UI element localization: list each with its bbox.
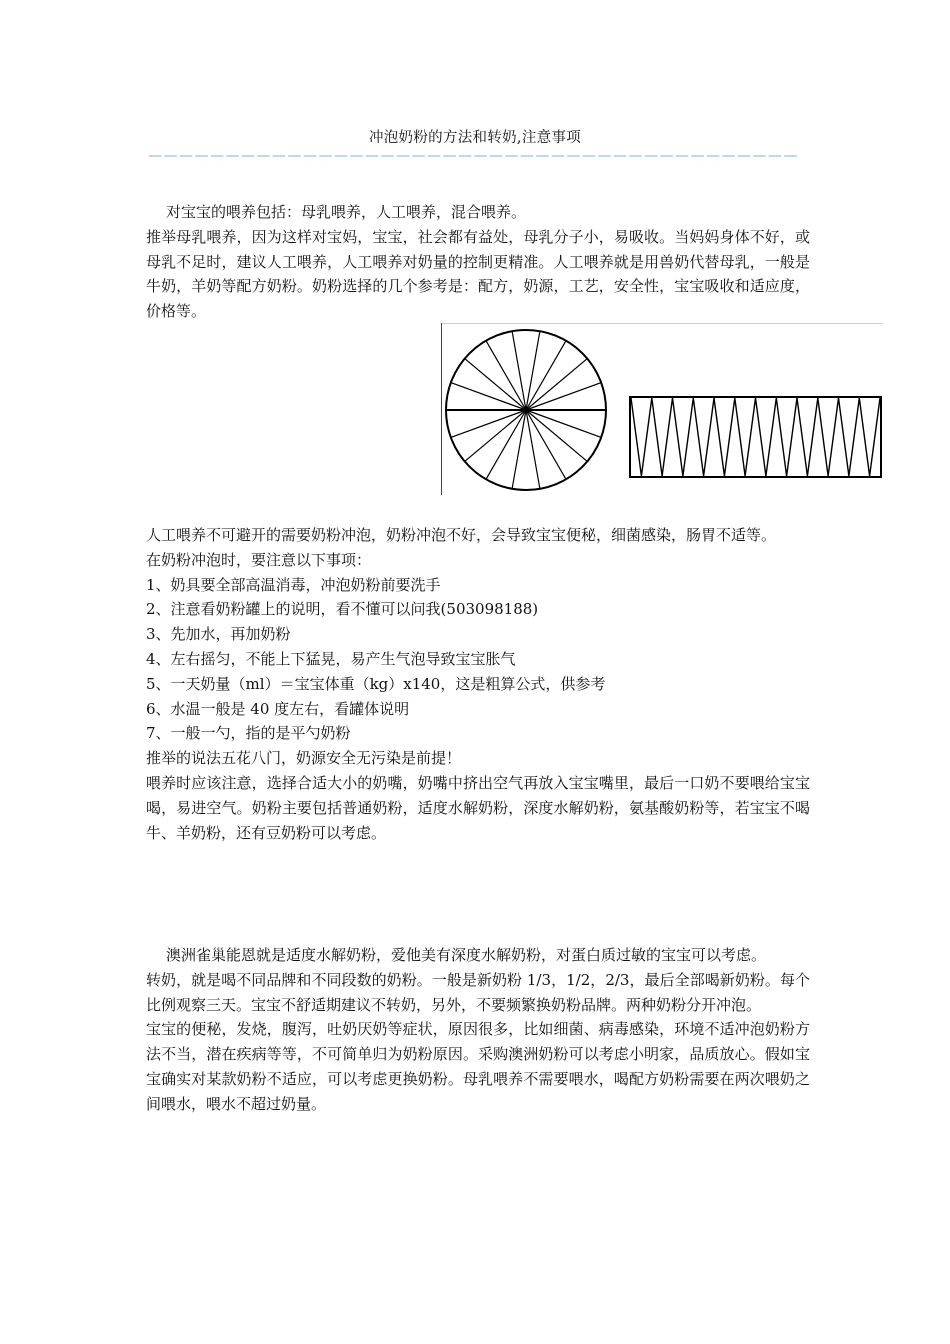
closing-section — [146, 943, 810, 1117]
spoked-wheel — [446, 330, 606, 490]
wheel-spoke — [451, 383, 526, 410]
wheel-spoke — [526, 410, 587, 461]
wheel-spoke — [465, 410, 526, 461]
closing-paragraph-2: 转奶，就是喝不同品牌和不同段数的奶粉。一般是新奶粉 1/3，1/2，2/3，最后全部喝新奶粉。每个比例观察三天。宝宝不舒适期建议不转奶，另外，不要频繁换奶粉品牌。两种奶粉分开冲泡。 — [146, 970, 810, 1014]
zigzag-line — [631, 398, 880, 476]
title-divider: —————————————————————————————————————————— — [148, 148, 799, 162]
intro-paragraph-1: 对宝宝的喂养包括：母乳喂养，人工喂养，混合喂养。 — [166, 203, 527, 221]
zigzag-box — [630, 397, 881, 477]
main-paragraph-1: 人工喂养不可避开的需要奶粉冲泡，奶粉冲泡不好，会导致宝宝便秘，细菌感染，肠胃不适等。 — [146, 526, 777, 544]
list-item-5: 5、一天奶量（ml）＝宝宝体重（kg）x140，这是粗算公式，供参考 — [146, 674, 606, 693]
wheel-spoke — [526, 359, 587, 410]
main-paragraph-2: 在奶粉冲泡时，要注意以下事项： — [146, 550, 372, 569]
wheel-spoke — [451, 410, 526, 437]
main-section — [146, 523, 810, 845]
list-item-7: 7、一般一勺，指的是平勺奶粉 — [146, 724, 351, 743]
closing-paragraph-1: 澳洲雀巢能恩就是适度水解奶粉，爱他美有深度水解奶粉，对蛋白质过敏的宝宝可以考虑。 — [166, 946, 767, 964]
list-item-1: 1、奶具要全部高温消毒，冲泡奶粉前要洗手 — [146, 575, 441, 594]
list-item-2: 2、注意看奶粉罐上的说明，看不懂可以问我(503098188) — [146, 600, 539, 619]
list-item-4: 4、左右摇匀，不能上下猛晃，易产生气泡导致宝宝胀气 — [146, 649, 516, 668]
intro-section — [146, 200, 810, 324]
main-paragraph-3: 推举的说法五花八门，奶源安全无污染是前提！ — [146, 749, 462, 768]
wheel-and-zigzag-figure — [441, 323, 883, 495]
wheel-spoke — [526, 410, 601, 437]
wheel-spoke — [526, 383, 601, 410]
closing-paragraph-3: 宝宝的便秘，发烧，腹泻，吐奶厌奶等症状，原因很多，比如细菌、病毒感染，环境不适冲泡奶粉方法不当，潜在疾病等等，不可简单归为奶粉原因。采购澳洲奶粉可以考虑小明家，品质放心。假如宝宝确实对某款奶粉不适应，可以考虑更换奶粉。母乳喂养不需要喂水，喝配方奶粉需要在两次喂奶之间喂水，喂水不超过奶量。 — [146, 1020, 810, 1113]
list-item-6: 6、水温一般是 40 度左右，看罐体说明 — [146, 699, 410, 718]
main-paragraph-4: 喂养时应该注意，选择合适大小的奶嘴，奶嘴中挤出空气再放入宝宝嘴里，最后一口奶不要喂给宝宝喝，易进空气。奶粉主要包括普通奶粉，适度水解奶粉，深度水解奶粉，氨基酸奶粉等，若宝宝不喝牛、羊奶粉，还有豆奶粉可以考虑。 — [146, 773, 810, 842]
list-item-3: 3、先加水，再加奶粉 — [146, 625, 291, 644]
wheel-spoke — [465, 359, 526, 410]
document-title: 冲泡奶粉的方法和转奶,注意事项 — [368, 130, 582, 146]
intro-paragraph-2: 推举母乳喂养，因为这样对宝妈，宝宝，社会都有益处，母乳分子小，易吸收。当妈妈身体不好，或母乳不足时，建议人工喂养，人工喂养对奶量的控制更精准。人工喂养就是用兽奶代替母乳，一般是牛奶，羊奶等配方奶粉。奶粉选择的几个参考是：配方，奶源，工艺，安全性，宝宝吸收和适应度，价格等。 — [146, 227, 810, 321]
